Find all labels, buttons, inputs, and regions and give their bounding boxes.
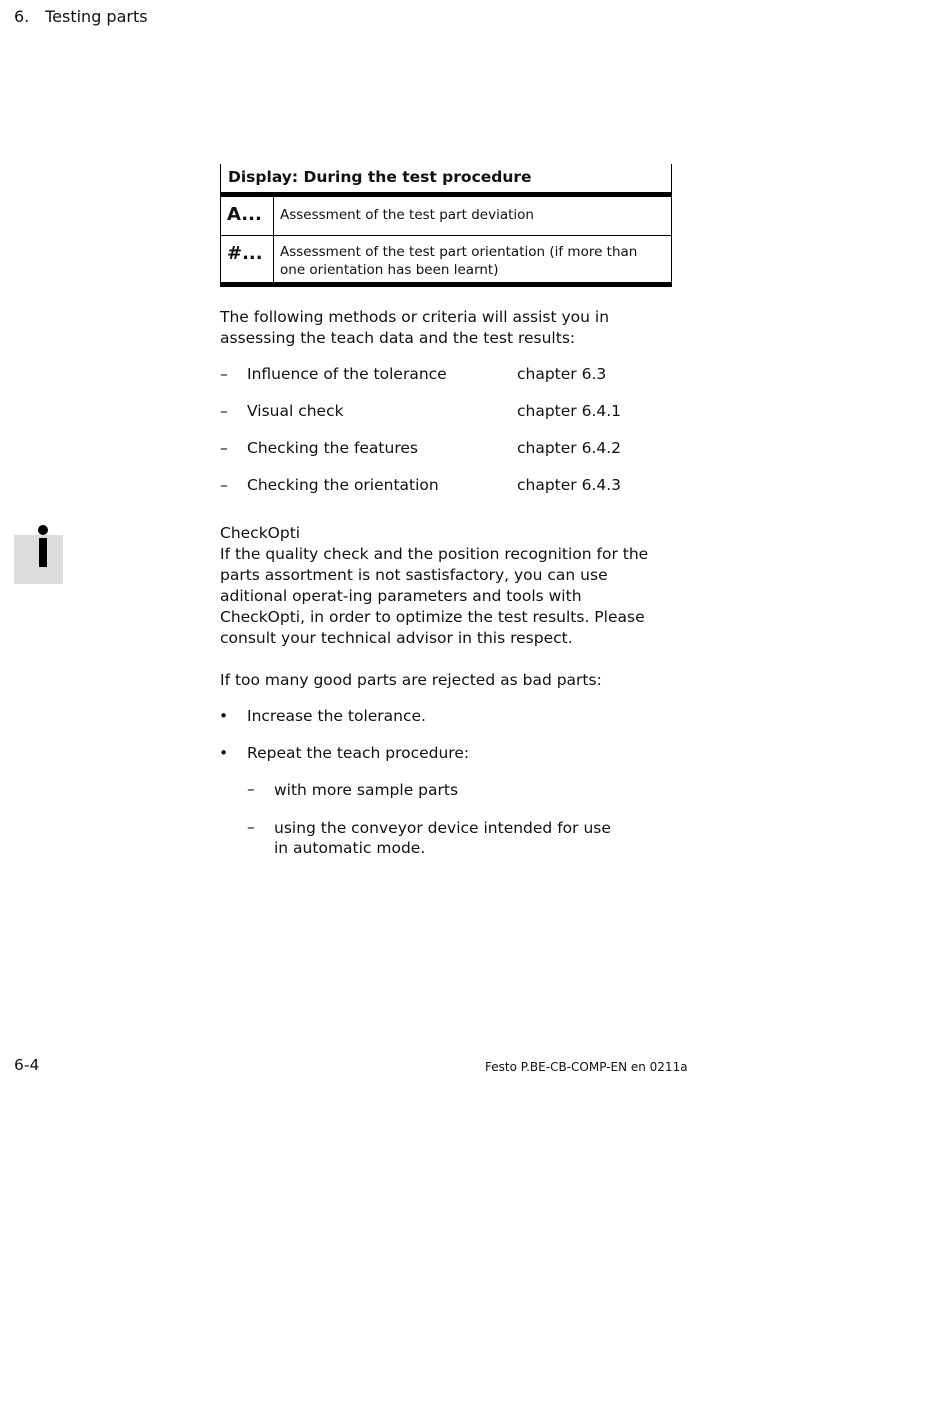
note-text: If the quality check and the position recognition for the parts assortment is not sastisfactory, you can use aditional operat-ing parameters and tools with CheckOpti, in order to optimize the test results. Please consult your technical advisor in this respect. xyxy=(220,545,649,647)
method-reference: chapter 6.4.3 xyxy=(517,476,622,494)
method-reference: chapter 6.3 xyxy=(517,365,607,383)
method-reference: chapter 6.4.2 xyxy=(517,439,622,457)
sub-dash: – xyxy=(247,818,255,836)
page-header xyxy=(14,7,148,26)
table-key: A... xyxy=(221,197,274,235)
chapter-number: 6. xyxy=(14,7,30,26)
method-reference: chapter 6.4.1 xyxy=(517,402,622,420)
method-label: Visual check xyxy=(247,402,344,420)
table-bottom-rule xyxy=(221,282,671,287)
list-dash: – xyxy=(220,439,228,457)
document-id: Festo P.BE-CB-COMP-EN en 0211a xyxy=(485,1060,688,1074)
method-label: Checking the orientation xyxy=(247,476,439,494)
display-table xyxy=(220,164,672,287)
sub-item-text: using the conveyor device intended for use xyxy=(274,819,611,837)
method-label: Checking the features xyxy=(247,439,418,457)
list-dash: – xyxy=(220,365,228,383)
table-key: #... xyxy=(221,236,274,282)
list-dash: – xyxy=(220,476,228,494)
note-title: CheckOpti xyxy=(220,524,301,542)
rejected-paragraph: If too many good parts are rejected as bad parts: xyxy=(220,671,602,689)
table-row xyxy=(221,197,671,236)
method-label: Influence of the tolerance xyxy=(247,365,447,383)
table-value: Assessment of the test part orientation (if more than one orientation has been learnt) xyxy=(280,244,638,278)
list-dash: – xyxy=(220,402,228,420)
table-row xyxy=(221,236,671,282)
table-title: Display: During the test procedure xyxy=(228,168,532,186)
bullet-text: Repeat the teach procedure: xyxy=(247,744,470,762)
bullet-text: Increase the tolerance. xyxy=(247,707,426,725)
intro-paragraph: The following methods or criteria will assist you in assessing the teach data and the test results: xyxy=(220,308,610,347)
table-value: Assessment of the test part deviation xyxy=(280,207,534,223)
chapter-title: Testing parts xyxy=(45,7,148,26)
bullet-mark: • xyxy=(219,744,229,762)
sub-dash: – xyxy=(247,780,255,798)
bullet-mark: • xyxy=(219,707,229,725)
sub-item-text: in automatic mode. xyxy=(274,839,426,857)
sub-item-text: with more sample parts xyxy=(274,781,459,799)
page-number: 6-4 xyxy=(14,1056,40,1074)
